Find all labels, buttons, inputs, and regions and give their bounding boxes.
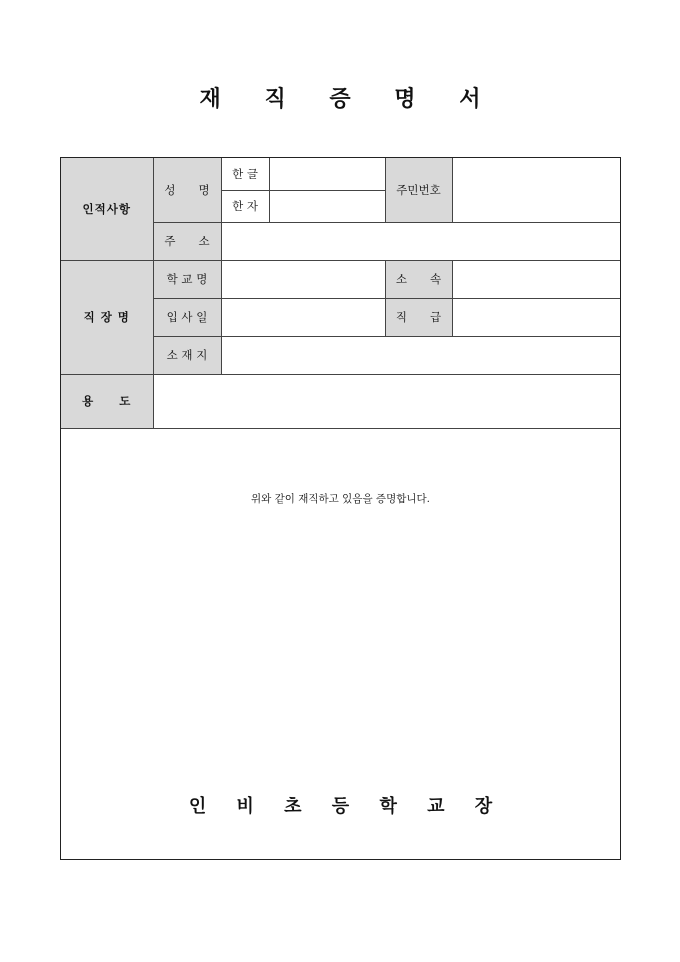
hangul-name-field[interactable] [269,158,385,190]
purpose-field[interactable] [153,374,620,428]
issuer-signature: 인 비 초 등 학 교 장 [188,796,505,817]
department-label: 소 속 [385,260,452,298]
resident-number-label: 주민번호 [385,158,452,222]
hanja-label: 한 자 [221,190,269,222]
certification-text: 위와 같이 재직하고 있음을 증명합니다. [251,493,430,505]
school-name-field[interactable] [221,260,385,298]
name-label: 성 명 [153,158,221,222]
address-label: 주 소 [153,222,221,260]
certificate-table [61,158,620,429]
certificate-form [60,157,621,860]
school-name-label: 학 교 명 [153,260,221,298]
location-field[interactable] [221,336,620,374]
personal-section-label: 인적사항 [61,158,153,260]
position-field[interactable] [452,298,620,336]
workplace-section-label: 직 장 명 [61,260,153,374]
hanja-name-field[interactable] [269,190,385,222]
position-label: 직 급 [385,298,452,336]
hire-date-label: 입 사 일 [153,298,221,336]
department-field[interactable] [452,260,620,298]
document-title: 재 직 증 명 서 [199,86,499,112]
purpose-label: 용 도 [61,374,153,428]
address-field[interactable] [221,222,620,260]
location-label: 소 재 지 [153,336,221,374]
resident-number-field[interactable] [452,158,620,222]
hire-date-field[interactable] [221,298,385,336]
hangul-label: 한 글 [221,158,269,190]
